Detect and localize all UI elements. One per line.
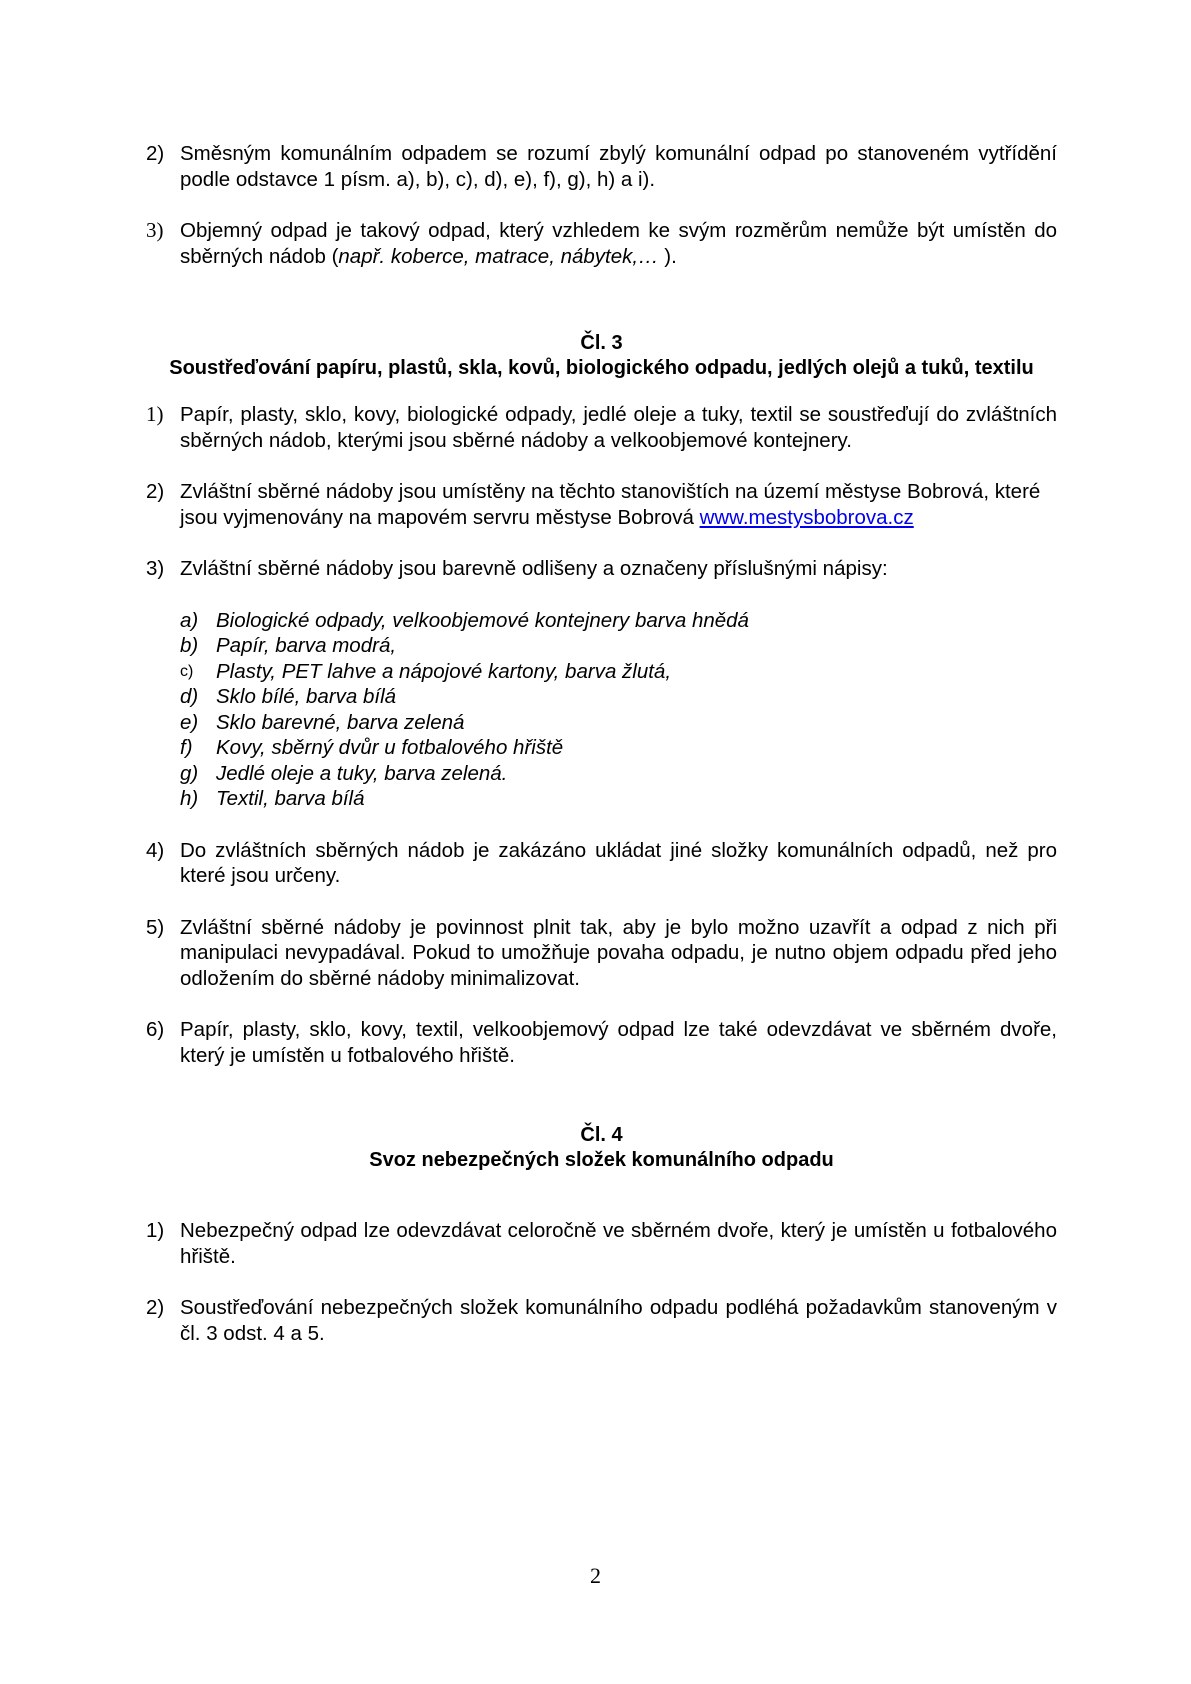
paragraph-number: 1): [146, 402, 164, 426]
article-number: Čl. 3: [580, 332, 623, 354]
list-item: [180, 761, 1057, 787]
list-letter: e): [180, 710, 199, 734]
website-link[interactable]: www.mestysbobrova.cz: [699, 505, 914, 529]
paragraph-text: Papír, plasty, sklo, kovy, biologické odpady, jedlé oleje a tuky, textil se soustřeďují do zvláštních sběrných nádob, kterými jsou sběrné nádoby a velkoobjemové kontejnery.: [180, 403, 1057, 452]
text-part: Zvláštní sběrné nádoby jsou umístěny na těchto stanovištích na území městyse Bobrová, které jsou vyjmenovány na mapovém servru městyse Bobrová: [180, 480, 1041, 529]
paragraph-text: Soustřeďování nebezpečných složek komunálního odpadu podléhá požadavkům stanoveným v čl. 3 odst. 4 a 5.: [180, 1296, 1057, 1345]
article-4-paragraph-2: [146, 1295, 1057, 1346]
list-item: [180, 735, 1057, 761]
list-letter: d): [180, 685, 199, 708]
list-text: Textil, barva bílá: [216, 787, 365, 810]
list-item: [180, 659, 1057, 685]
paragraph-text: Směsným komunálním odpadem se rozumí zbylý komunální odpad po stanoveném vytřídění podle odstavce 1 písm. a), b), c), d), e), f), g), h) a i).: [180, 142, 1057, 191]
list-item: [180, 710, 1057, 736]
article-3-paragraph-2: [146, 479, 1057, 530]
list-letter: h): [180, 787, 199, 810]
list-text: Sklo bílé, barva bílá: [216, 685, 397, 708]
list-text: Plasty, PET lahve a nápojové kartony, barva žlutá,: [216, 659, 672, 683]
article-3-paragraph-4: [146, 838, 1057, 889]
list-letter: c): [180, 662, 194, 680]
text-part: Objemný odpad je takový odpad, který vzhledem ke svým rozměrům nemůže být umístěn do sběrných nádob (: [180, 219, 1057, 268]
list-text: Sklo barevné, barva zelená: [216, 710, 465, 734]
list-text: Papír, barva modrá,: [216, 634, 397, 657]
article-3-paragraph-6: [146, 1017, 1057, 1068]
paragraph-number: 2): [146, 480, 165, 503]
article-4-heading: [146, 1123, 1057, 1173]
paragraph-text: Do zvláštních sběrných nádob je zakázáno ukládat jiné složky komunálních odpadů, než pro které jsou určeny.: [180, 838, 1057, 887]
list-item: [180, 786, 1057, 812]
list-letter: a): [180, 608, 199, 632]
intro-paragraph-3: [146, 218, 1057, 269]
article-3-paragraph-5: [146, 915, 1057, 992]
text-part: ).: [664, 244, 677, 268]
list-letter: g): [180, 761, 199, 785]
list-text: Kovy, sběrný dvůr u fotbalového hřiště: [216, 736, 564, 759]
paragraph-number: 4): [146, 838, 165, 862]
page-content: [146, 141, 1057, 1372]
paragraph-number: 5): [146, 915, 165, 939]
paragraph-text: [180, 479, 1057, 530]
list-item: [180, 608, 1057, 634]
article-3-heading: [146, 331, 1057, 381]
paragraph-number: 2): [146, 1296, 165, 1319]
paragraph-text: Papír, plasty, sklo, kovy, textil, velkoobjemový odpad lze také odevzdávat ve sběrném dvoře, který je umístěn u fotbalového hřiště.: [180, 1018, 1057, 1067]
list-text: Jedlé oleje a tuky, barva zelená.: [216, 761, 508, 785]
intro-paragraph-2: [146, 141, 1057, 192]
article-4-paragraph-1: [146, 1218, 1057, 1269]
paragraph-number: 3): [146, 557, 165, 580]
paragraph-number: 6): [146, 1018, 165, 1041]
italic-examples: např. koberce, matrace, nábytek,…: [338, 244, 665, 268]
paragraph-text: [180, 218, 1057, 269]
container-colors-list: [180, 608, 1057, 812]
paragraph-text: Nebezpečný odpad lze odevzdávat celoročně ve sběrném dvoře, který je umístěn u fotbalového hřiště.: [180, 1219, 1057, 1268]
article-title: Svoz nebezpečných složek komunálního odpadu: [369, 1149, 834, 1171]
article-3-paragraph-1: [146, 402, 1057, 453]
article-title: Soustřeďování papíru, plastů, skla, kovů, biologického odpadu, jedlých olejů a tuků, textilu: [169, 357, 1034, 379]
list-item: [180, 684, 1057, 710]
list-letter: b): [180, 634, 199, 657]
paragraph-number: 2): [146, 142, 165, 165]
list-text: Biologické odpady, velkoobjemové kontejnery barva hnědá: [216, 608, 749, 632]
list-item: [180, 633, 1057, 659]
list-letter: f): [180, 736, 193, 759]
paragraph-text: Zvláštní sběrné nádoby je povinnost plnit tak, aby je bylo možno uzavřít a odpad z nich při manipulaci nevypadával. Pokud to umožňuje povaha odpadu, je nutno objem odpadu před jeho odložením do sběrné nádoby minimalizovat.: [180, 915, 1057, 990]
article-number: Čl. 4: [580, 1124, 623, 1146]
paragraph-number: 3): [146, 218, 164, 242]
paragraph-text: Zvláštní sběrné nádoby jsou barevně odlišeny a označeny příslušnými nápisy:: [180, 557, 888, 580]
paragraph-number: 1): [146, 1219, 165, 1242]
article-3-paragraph-3: [146, 556, 1057, 582]
page-number: 2: [590, 1563, 601, 1588]
